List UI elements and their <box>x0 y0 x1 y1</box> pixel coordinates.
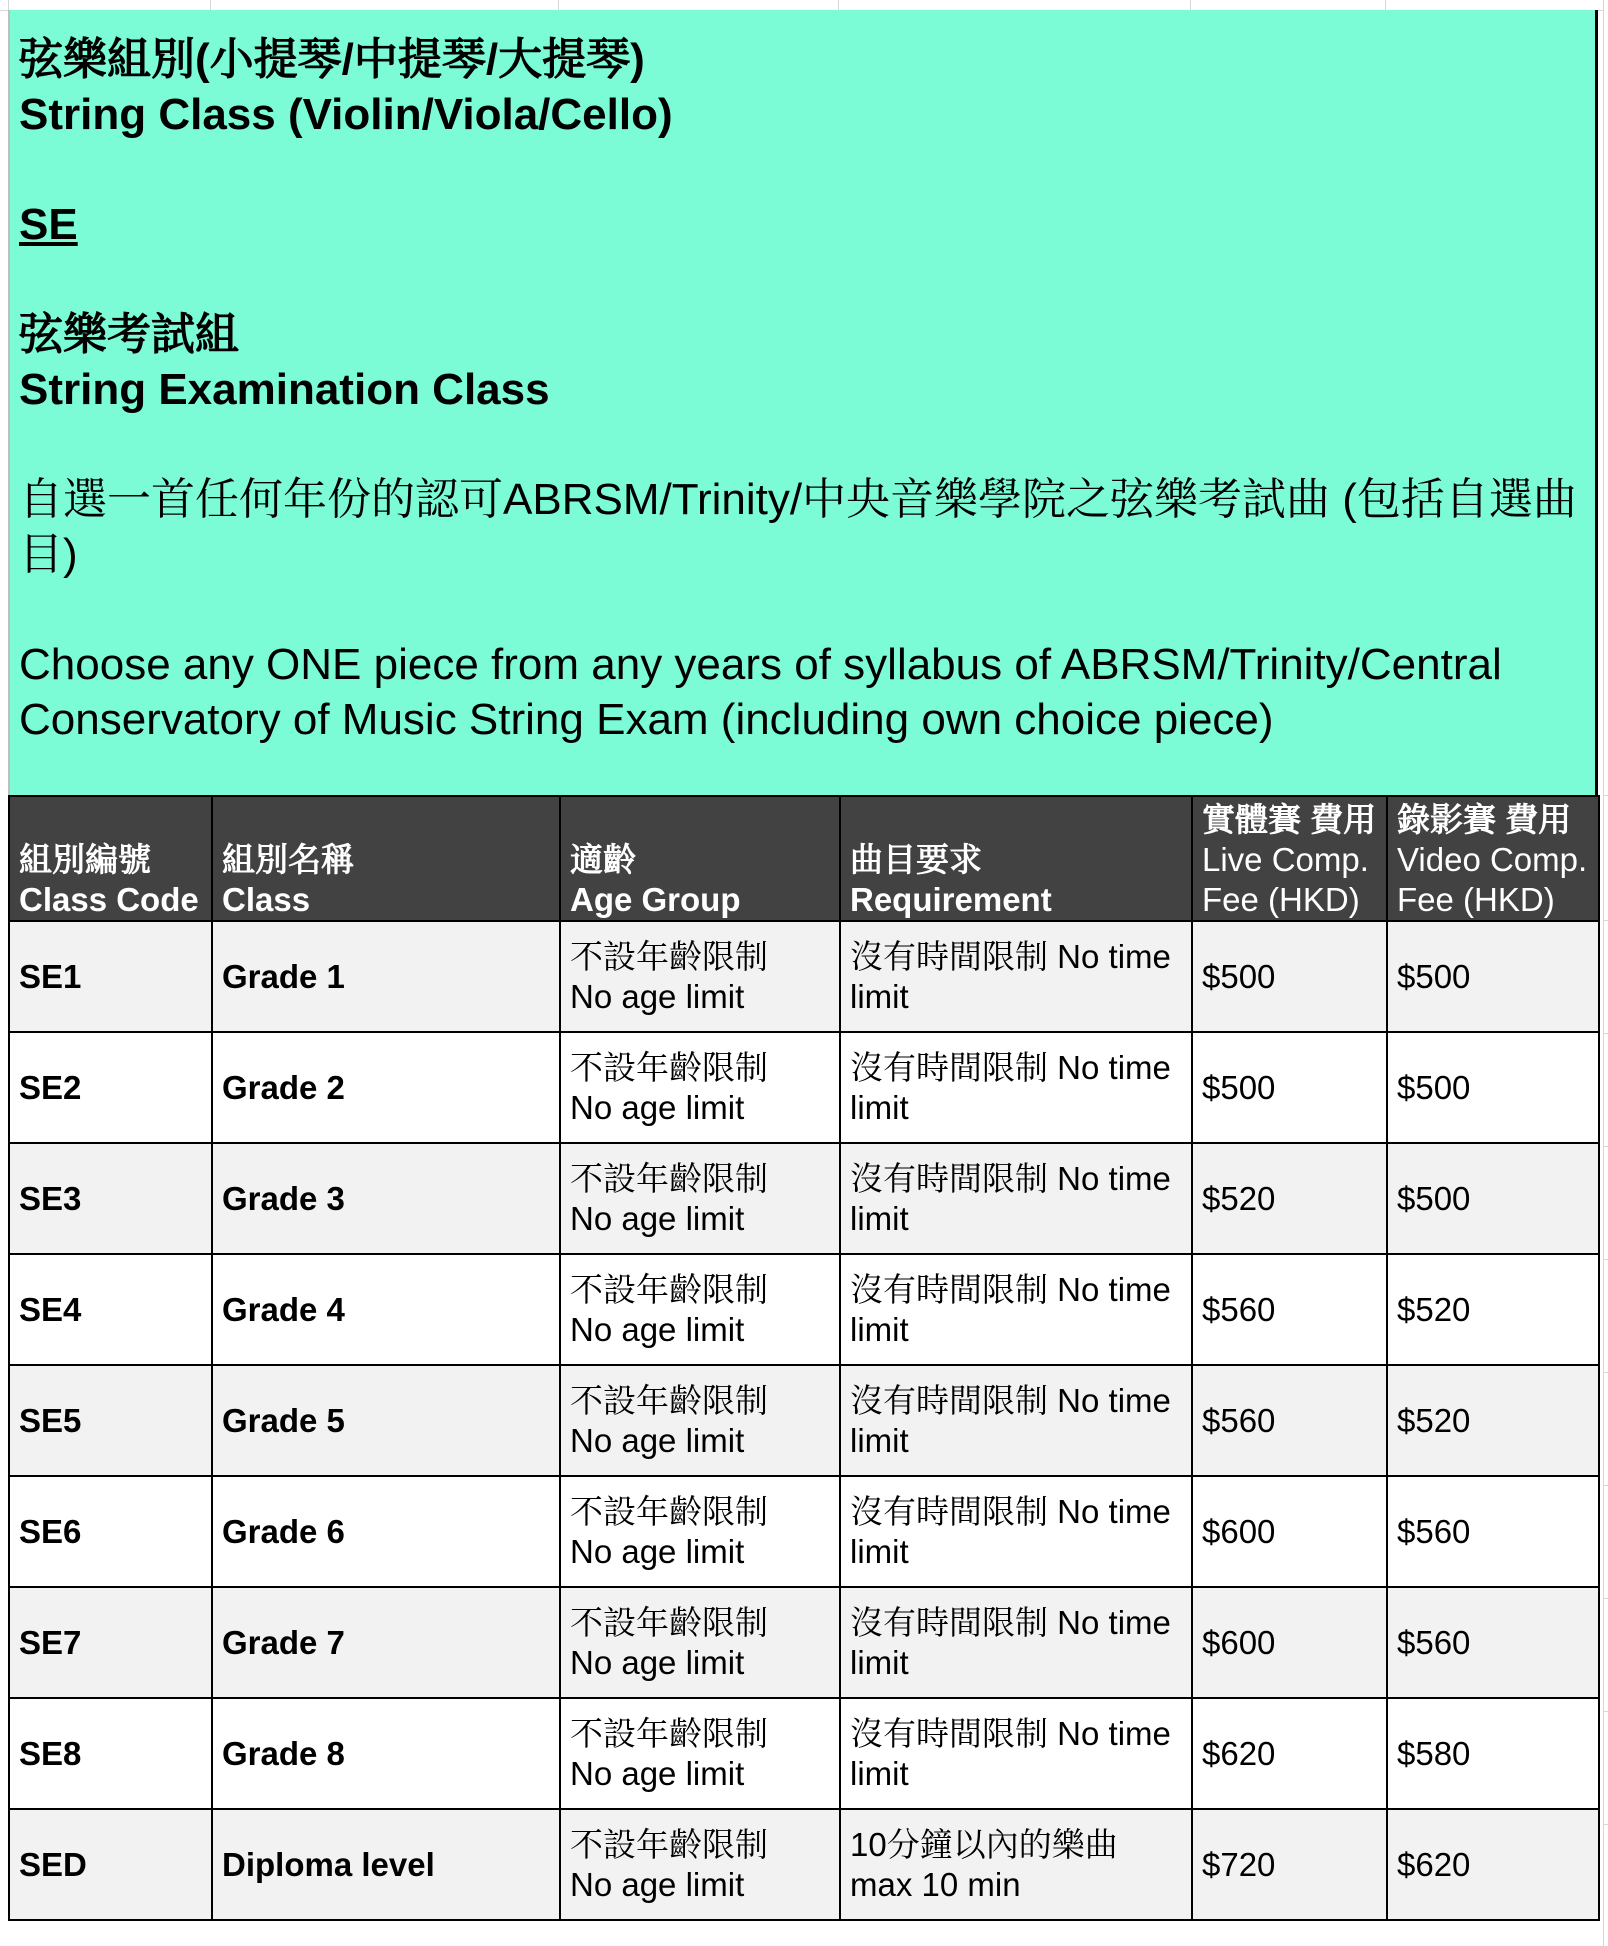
table-row <box>9 1032 1599 1143</box>
cell-requirement: 沒有時間限制 No time limit <box>840 1698 1192 1809</box>
table-row <box>9 1254 1599 1365</box>
cell-class-code: SE2 <box>9 1032 212 1143</box>
cell-requirement: 沒有時間限制 No time limit <box>840 1254 1192 1365</box>
cell-video-fee: $520 <box>1387 1254 1599 1365</box>
cell-requirement: 沒有時間限制 No time limit <box>840 1476 1192 1587</box>
cell-class-name: Grade 4 <box>212 1254 560 1365</box>
cell-class-code: SE5 <box>9 1365 212 1476</box>
header-live-fee: 實體賽 費用 Live Comp. Fee (HKD) <box>1192 796 1387 921</box>
table-row <box>9 1365 1599 1476</box>
cell-class-code: SE6 <box>9 1476 212 1587</box>
header-age-group: 適齡 Age Group <box>560 796 840 921</box>
cell-class-name: Diploma level <box>212 1809 560 1920</box>
cell-live-fee: $500 <box>1192 1032 1387 1143</box>
cell-live-fee: $560 <box>1192 1365 1387 1476</box>
header-class-code: 組別編號 Class Code <box>9 796 212 921</box>
cell-video-fee: $560 <box>1387 1476 1599 1587</box>
cell-requirement: 沒有時間限制 No time limit <box>840 1365 1192 1476</box>
table-row <box>9 1809 1599 1920</box>
class-info-banner <box>8 10 1598 795</box>
cell-class-code: SE3 <box>9 1143 212 1254</box>
cell-class-name: Grade 6 <box>212 1476 560 1587</box>
cell-class-code: SE1 <box>9 921 212 1032</box>
cell-requirement: 沒有時間限制 No time limit <box>840 1587 1192 1698</box>
cell-requirement: 沒有時間限制 No time limit <box>840 1032 1192 1143</box>
cell-requirement: 沒有時間限制 No time limit <box>840 921 1192 1032</box>
cell-class-name: Grade 3 <box>212 1143 560 1254</box>
cell-video-fee: $520 <box>1387 1365 1599 1476</box>
banner-description-en: Choose any ONE piece from any years of syllabus of ABRSM/Trinity/Central Conservatory of Music String Exam (including own choice piece) <box>19 640 1502 744</box>
cell-live-fee: $520 <box>1192 1143 1387 1254</box>
banner-description-zh: 自選一首任何年份的認可ABRSM/Trinity/中央音樂學院之弦樂考試曲 (包括自選曲目) <box>19 475 1577 579</box>
header-video-fee: 錄影賽 費用 Video Comp. Fee (HKD) <box>1387 796 1599 921</box>
cell-age-group: 不設年齡限制 No age limit <box>560 1809 840 1920</box>
cell-live-fee: $720 <box>1192 1809 1387 1920</box>
cell-requirement: 沒有時間限制 No time limit <box>840 1143 1192 1254</box>
cell-age-group: 不設年齡限制 No age limit <box>560 1143 840 1254</box>
cell-age-group: 不設年齡限制 No age limit <box>560 1254 840 1365</box>
cell-video-fee: $500 <box>1387 921 1599 1032</box>
header-requirement: 曲目要求 Requirement <box>840 796 1192 921</box>
cell-class-code: SED <box>9 1809 212 1920</box>
cell-live-fee: $600 <box>1192 1587 1387 1698</box>
cell-class-name: Grade 1 <box>212 921 560 1032</box>
cell-class-name: Grade 5 <box>212 1365 560 1476</box>
banner-title-zh: 弦樂組別(小提琴/中提琴/大提琴) <box>19 35 645 84</box>
cell-video-fee: $620 <box>1387 1809 1599 1920</box>
cell-age-group: 不設年齡限制 No age limit <box>560 1587 840 1698</box>
cell-live-fee: $560 <box>1192 1254 1387 1365</box>
cell-class-name: Grade 7 <box>212 1587 560 1698</box>
banner-title-en: String Class (Violin/Viola/Cello) <box>19 90 673 139</box>
cell-class-code: SE8 <box>9 1698 212 1809</box>
cell-age-group: 不設年齡限制 No age limit <box>560 921 840 1032</box>
table-row <box>9 1587 1599 1698</box>
cell-class-name: Grade 8 <box>212 1698 560 1809</box>
banner-subtitle-zh: 弦樂考試組 <box>19 310 239 359</box>
banner-class-code: SE <box>19 200 78 249</box>
table-row <box>9 1698 1599 1809</box>
cell-video-fee: $500 <box>1387 1032 1599 1143</box>
cell-requirement: 10分鐘以內的樂曲 max 10 min <box>840 1809 1192 1920</box>
cell-class-code: SE4 <box>9 1254 212 1365</box>
sheet-grid-gutter <box>1603 0 1608 1946</box>
cell-video-fee: $560 <box>1387 1587 1599 1698</box>
banner-subtitle-en: String Examination Class <box>19 365 550 414</box>
table-header-row <box>9 796 1599 921</box>
cell-age-group: 不設年齡限制 No age limit <box>560 1698 840 1809</box>
cell-video-fee: $500 <box>1387 1143 1599 1254</box>
cell-class-name: Grade 2 <box>212 1032 560 1143</box>
cell-live-fee: $500 <box>1192 921 1387 1032</box>
table-row <box>9 921 1599 1032</box>
cell-live-fee: $620 <box>1192 1698 1387 1809</box>
cell-video-fee: $580 <box>1387 1698 1599 1809</box>
cell-live-fee: $600 <box>1192 1476 1387 1587</box>
table-row <box>9 1143 1599 1254</box>
cell-age-group: 不設年齡限制 No age limit <box>560 1365 840 1476</box>
header-class-name: 組別名稱 Class <box>212 796 560 921</box>
cell-class-code: SE7 <box>9 1587 212 1698</box>
fee-table <box>8 795 1600 1921</box>
table-row <box>9 1476 1599 1587</box>
cell-age-group: 不設年齡限制 No age limit <box>560 1032 840 1143</box>
cell-age-group: 不設年齡限制 No age limit <box>560 1476 840 1587</box>
